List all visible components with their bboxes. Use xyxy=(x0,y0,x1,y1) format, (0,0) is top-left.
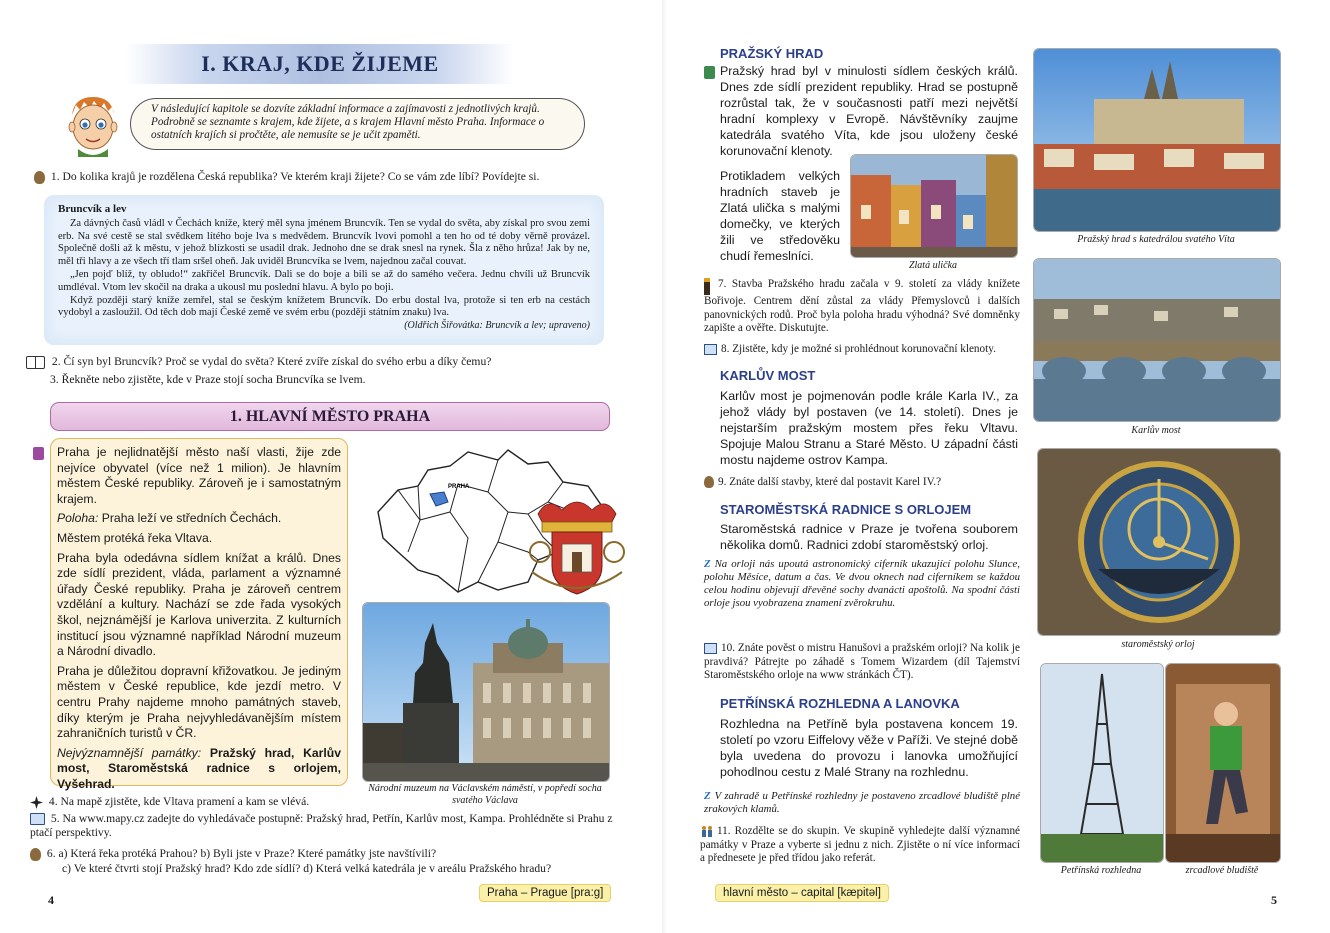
vocabulary-box-right: hlavní město – capital [kæpitəl] xyxy=(715,884,889,902)
page-number-left: 4 xyxy=(48,893,54,907)
question-2-text: 2. Čí syn byl Bruncvík? Proč se vydal do světa? Které zvíře získal do svého erbu a díky čemu? xyxy=(51,355,492,368)
group-icon xyxy=(700,825,714,837)
radnice-text: Staroměstská radnice v Praze je tvořena souborem několika domů. Radnici zdobí staroměstský orloj. xyxy=(720,522,1018,552)
computer-icon xyxy=(704,643,717,654)
heading-prazsky-hrad: PRAŽSKÝ HRAD xyxy=(720,46,824,61)
note-icon xyxy=(704,66,715,79)
caption-prazsky-hrad: Pražský hrad s katedrálou svatého Víta xyxy=(1077,234,1235,245)
caption-orloj: staroměstský orloj xyxy=(1121,639,1195,650)
praha-paragraph-2: Praha byla odedávna sídlem knížat a králů. Dnes zde sídlí prezident, vláda, parlament a významné úřady České republiky. Praha je zároveň centrem vzdělání a kultury. Nachází se zde řada vysokých škol, nejznámější je Karlova univerzita. Z kulturních institucí jsou významné například Národní muzeum a Národní divadlo. xyxy=(57,550,341,659)
hrad-text-2: Protikladem velkých hradních staveb je Zlatá ulička s malými domečky, ve kterých žili ve středověku chudí řemeslníci. xyxy=(720,169,840,263)
lightning-icon: Z xyxy=(704,790,711,802)
praha-info-box xyxy=(50,438,348,791)
question-4 xyxy=(30,795,630,809)
most-text: Karlův most je pojmenován podle krále Karla IV., za jehož vlády byl postaven (ve 14. století). Dnes je nejstarším pražským mostem přes řeku Vltavu. Spojuje Malou Stranu a Staré Město. U západní části mostu najdeme ostrov Kampa. xyxy=(720,389,1018,467)
photo-caption-national-museum: Národní muzeum na Václavském náměstí, v popředí socha svatého Václava xyxy=(368,783,602,806)
question-11-text: 11. Rozdělte se do skupin. Ve skupině vyhledejte další významné památky v Praze a vyberte si jednu z nich. Zjistěte o ní více informací a přednesete je před třídou jako referát. xyxy=(700,825,1020,865)
question-1 xyxy=(34,170,634,184)
hrad-text: Pražský hrad byl v minulosti sídlem českých králů. Dnes zde sídlí prezident republiky. Hrad se postupně rozrůstal tak, že v současnosti patří mezi největší hradní komplexy v Evropě. Návštěvníky zaujme katedrála svatého Víta, kde jsou uloženy české korunovační klenoty. xyxy=(720,64,1018,158)
question-3: 3. Řekněte nebo zjistěte, kde v Praze stojí socha Bruncvíka se lvem. xyxy=(50,373,366,386)
heading-karluv-most: KARLŮV MOST xyxy=(720,368,816,383)
petrin-text: Rozhledna na Petříně byla postavena koncem 19. století po vzoru Eiffelovy věže v Paříži. Ve stejné době byla uvedena do provozu i lanovka umožňující pohodlnou cestu z Malé Strany na rozhlednu. xyxy=(720,717,1018,779)
question-10 xyxy=(704,642,1020,683)
owl-icon xyxy=(30,848,41,861)
owl-icon xyxy=(34,171,45,184)
question-9 xyxy=(704,476,1020,490)
question-7 xyxy=(704,278,1020,336)
computer-icon xyxy=(704,344,717,355)
pamatky-text: Pražský hrad, Karlův most, Staroměstská radnice s orlojem, Vyšehrad. xyxy=(57,745,342,791)
praha-pamatky xyxy=(57,746,341,793)
story-source: (Oldřich Šiřovátka: Bruncvík a lev; upraveno) xyxy=(404,320,590,332)
question-6 xyxy=(30,847,630,861)
poloha-label: Poloha: xyxy=(57,511,99,526)
radnice-note xyxy=(704,558,1020,610)
question-8 xyxy=(704,343,1020,357)
question-7-text: 7. Stavba Pražského hradu začala v 9. století za vlády knížete Bořivoje. Centrem dění zůstal za vlády Přemyslovců i dalších panovnických rodů. Proč byla poloha hradu výhodná? Své domněnky zapište a ověřte. Diskutujte. xyxy=(704,278,1020,335)
question-2 xyxy=(26,355,626,369)
prague-coat-of-arms xyxy=(528,492,626,600)
question-5-text: 5. Na www.mapy.cz zadejte do vyhledávače postupně: Pražský hrad, Petřín, Karlův most, Kampa. Prohlédněte si Prahu z ptačí perspektivy. xyxy=(30,812,613,839)
question-1-text: 1. Do kolika krajů je rozdělena Česká republika? Ve kterém kraji žijete? Co se vám zde líbí? Povídejte si. xyxy=(50,170,540,183)
caption-zlata-ulicka: Zlatá ulička xyxy=(908,260,958,271)
computer-icon xyxy=(30,813,45,825)
page-number-right: 5 xyxy=(1271,893,1277,907)
photo-zrcadlove-bludiste xyxy=(1165,663,1281,863)
praha-paragraph-1: Praha je nejlidnatější město naší vlasti, žije zde nejvíce obyvatel (více než 1 milion). Je hlavním městem České republiky. Zároveň je i samostatným krajem. xyxy=(57,445,341,506)
intro-text: V následující kapitole se dozvíte základní informace a zajímavosti z jednotlivých krajů. Podrobně se seznamte s krajem, kde žijete, a s krajem Hlavní město Praha. Informace o ostatních krajích si pročtěte, ale nemusíte se je učit zpaměti. xyxy=(151,103,545,141)
radnice-note-text: Na orloji nás upoutá astronomický ciferník ukazující polohu Slunce, polohu Měsíce, datum a čas. Ve dvou oknech nad ciferníkem se každou celou hodinu objevují dřevěné sochy dvanácti apoštolů. Na spodní části orloje jsou vyobrazena znamení zvěrokruhu. xyxy=(704,558,1020,609)
question-6-cont: c) Ve které čtvrti stojí Pražský hrad? Kdo zde sídlí? d) Která velká katedrála je v areálu Pražského hradu? xyxy=(62,862,552,875)
torch-icon xyxy=(704,278,710,295)
heading-petrinska-rozhledna: PETŘÍNSKÁ ROZHLEDNA A LANOVKA xyxy=(720,696,960,711)
photo-national-museum xyxy=(362,602,610,782)
praha-vltava: Městem protéká řeka Vltava. xyxy=(57,530,213,545)
photo-petrinska-rozhledna xyxy=(1040,663,1164,863)
compass-icon xyxy=(30,796,43,809)
section-title: 1. HLAVNÍ MĚSTO PRAHA xyxy=(50,402,610,431)
owl-icon xyxy=(704,476,714,488)
petrin-note xyxy=(704,790,1020,816)
heading-staromestska-radnice: STAROMĚSTSKÁ RADNICE S ORLOJEM xyxy=(720,502,972,517)
question-8-text: 8. Zjistěte, kdy je možné si prohlédnout korunovační klenoty. xyxy=(721,343,996,355)
pamatky-label: Nejvýznamnější památky: xyxy=(57,745,202,760)
petrin-note-text: V zahradě u Petřínské rozhledny je postaveno zrcadlové bludiště plné zrakových klamů. xyxy=(704,790,1020,815)
intro-speech-bubble xyxy=(130,98,585,150)
note-icon xyxy=(33,447,44,460)
question-11 xyxy=(700,825,1020,866)
caption-karluv-most: Karlův most xyxy=(1131,425,1181,436)
photo-orloj xyxy=(1037,448,1281,636)
story-paragraph: Za dávných časů vládl v Čechách kníže, který měl syna jménem Bruncvík. Ten se vydal do světa, aby získal pro svou zemi erb. Na své cestě se stal svědkem lítého boje lva s medvědem. Bruncvík lvovi pomohl a ten ho od té doby věrně provázel. Společně došli až k městu, v jehož blízkosti se usadil drak. Jednoho dne se drak snesl na rynek. Šla z něho hrůza! Jak by ne, měl tři hlavy a ze všech tří tlam sršel oheň. Jak uviděl Bruncvíka se lvem, najednou začal couvat. xyxy=(58,217,590,268)
question-5 xyxy=(30,812,620,840)
question-9-text: 9. Znáte další stavby, které dal postavit Karel IV.? xyxy=(718,476,942,488)
chapter-title: I. KRAJ, KDE ŽIJEME xyxy=(125,44,515,84)
caption-bludiste: zrcadlové bludiště xyxy=(1185,865,1259,876)
story-paragraph: „Jen pojď blíž, ty obludo!“ zakřičel Bruncvík. Dali se do boje a bili se až do samého večera. Jednu chvíli už Bruncvík umdléval. Vtom lev skočil na draka a ukousl mu poslední hlavu. A bylo po boji. xyxy=(58,268,590,293)
story-box xyxy=(44,195,604,345)
book-icon xyxy=(26,356,45,369)
map-label: PRAHA xyxy=(448,484,470,490)
photo-prazsky-hrad xyxy=(1033,48,1281,232)
photo-karluv-most xyxy=(1033,258,1281,422)
question-6a-text: 6. a) Která řeka protéká Prahou? b) Byli jste v Praze? Které památky jste navštívili? xyxy=(46,847,437,860)
praha-poloha xyxy=(57,511,341,527)
kid-face-illustration xyxy=(64,93,122,157)
poloha-text: Praha leží ve středních Čechách. xyxy=(101,511,282,526)
page-right xyxy=(665,0,1330,933)
story-title: Bruncvík a lev xyxy=(58,203,127,215)
photo-zlata-ulicka xyxy=(850,154,1018,258)
praha-paragraph-3: Praha je důležitou dopravní křižovatkou. Je jediným městem v České republice, kde jezdí metro. V centru Prahy najdeme mnoho památných staveb, díky kterým je Praha nejvyhledávanějším místem zahraničních turistů v ČR. xyxy=(57,663,341,741)
story-paragraph: Když později starý kníže zemřel, stal se českým knížetem Bruncvík. Do erbu dostal lva, protože si ten erb na cestách vydobyl a zasloužil. Od těch dob mají České země ve svém erbu (později státním znaku) lva. xyxy=(58,294,590,319)
caption-rozhledna: Petřínská rozhledna xyxy=(1060,865,1142,876)
lightning-icon: Z xyxy=(704,558,711,570)
vocabulary-box-left: Praha – Prague [pra:g] xyxy=(479,884,611,902)
question-10-text: 10. Znáte pověst o mistru Hanušovi a pražském orloji? Na kolik je pravdivá? Pátrejte po záhadě s Tomem Wizardem (díl Tajemství Staroměstského orloje na www stránkách ČT). xyxy=(704,642,1020,682)
question-4-text: 4. Na mapě zjistěte, kde Vltava pramení a kam se vlévá. xyxy=(48,795,310,808)
